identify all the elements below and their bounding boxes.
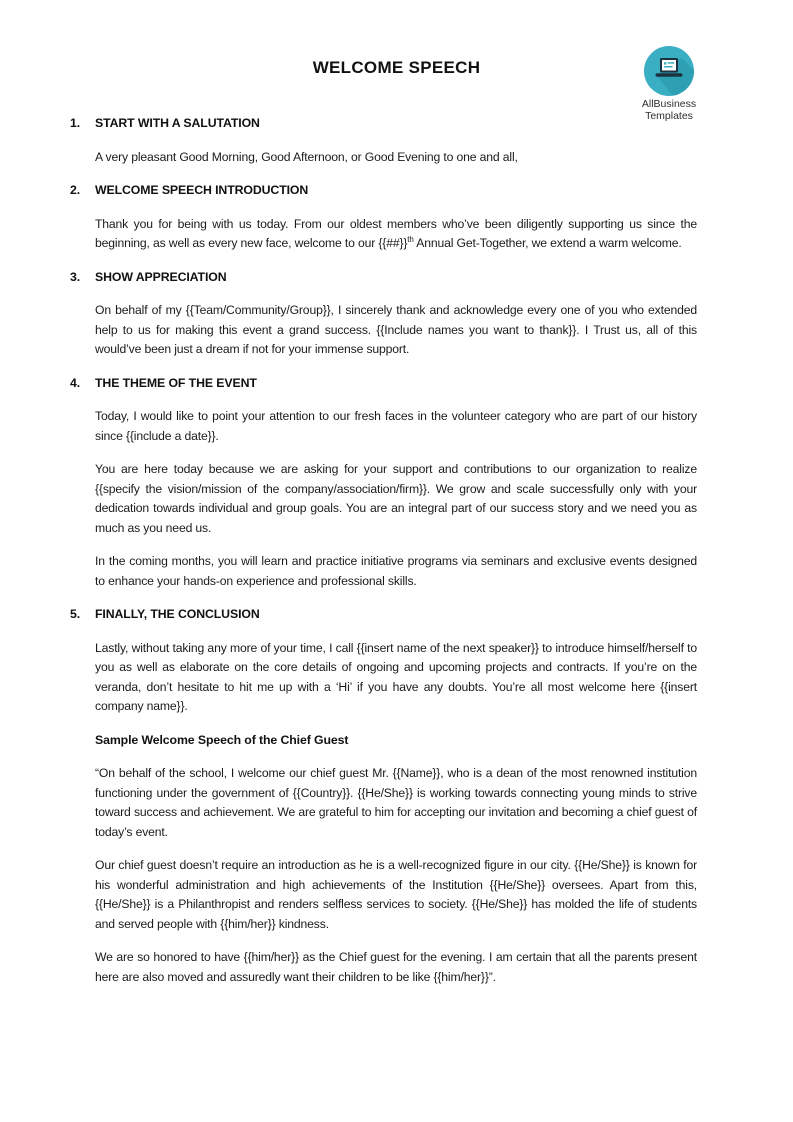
- brand-line-2: Templates: [645, 109, 693, 122]
- document-title: WELCOME SPEECH: [312, 58, 481, 77]
- section-1-heading: [70, 114, 697, 134]
- section-1-title: START WITH A SALUTATION: [95, 116, 260, 130]
- section-1-paragraph: A very pleasant Good Morning, Good Afternoon, or Good Evening to one and all,: [95, 149, 518, 164]
- section-5-paragraph-3: Our chief guest doesn’t require an introduction as he is a well-recognized figure in our city. {{He/She}} is known for his wonderful administration and high achievements of the Institution {{He/She}} oversees. Apart from this, {{He/She}} is a Philanthropist and renders selfless services to society. {{He/She}} has molded the life of students and served people with {{him/her}} kindness.: [95, 858, 697, 931]
- section-5-number: 5.: [70, 607, 81, 621]
- section-4-number: 4.: [70, 375, 81, 390]
- section-4-paragraph-1: Today, I would like to point your attention to our fresh faces in the volunteer category who are part of our history since {{include a date}}.: [95, 409, 697, 443]
- section-4-title: THE THEME OF THE EVENT: [95, 375, 257, 390]
- section-2-heading: [70, 181, 697, 201]
- allbusiness-logo: [631, 45, 707, 122]
- section-2-title: WELCOME SPEECH INTRODUCTION: [95, 183, 309, 197]
- document-body: [70, 114, 697, 1001]
- section-3-number: 3.: [70, 269, 81, 284]
- sample-speech-subheading: Sample Welcome Speech of the Chief Guest: [95, 732, 349, 747]
- section-2-paragraph-pre: Thank you for being with us today. From our oldest members who’ve been diligently supporting us since the beginning, as well as every new face, welcome to our {{##}}: [95, 216, 697, 250]
- brand-line-1: AllBusiness: [641, 98, 697, 110]
- section-5-paragraph-1: Lastly, without taking any more of your time, I call {{insert name of the next speaker}} to introduce himself/herself to you as well as elaborate on the core details of ongoing and upcoming projects and contracts. If you’re on the veranda, don’t hesitate to hit me up with a ‘Hi’ if you have any doubts. You’re all most welcome here {{insert company name}}.: [95, 640, 697, 713]
- section-2-paragraph: [95, 215, 697, 254]
- section-5-title: FINALLY, THE CONCLUSION: [95, 607, 260, 621]
- section-2-number: 2.: [70, 183, 81, 197]
- section-3-paragraph: On behalf of my {{Team/Community/Group}}, I sincerely thank and acknowledge every one of you who extended help to us for making this event a grand success. {{Include names you want to thank}}. I Trust us, all of this would’ve been just a dream if not for your immense support.: [95, 303, 697, 356]
- section-5-paragraph-2: “On behalf of the school, I welcome our chief guest Mr. {{Name}}, who is a dean of the most renowned institution functioning under the government of {{Country}}. {{He/She}} is working towards connecting young minds to strive toward success and achievement. We are grateful to him for accepting our invitation and becoming a chief guest of today’s event.: [95, 766, 697, 839]
- screen-line-2: [664, 66, 673, 68]
- section-4-heading: [70, 374, 697, 394]
- laptop-logo-icon: [643, 45, 695, 97]
- section-4-paragraph-2: You are here today because we are asking for your support and contributions to our organization to realize {{specify the vision/mission of the company/association/firm}}. We grow and scale successfully only with your dedication towards individual and group goals. You are an integral part of our success story and we need you as much as you need us.: [95, 462, 697, 535]
- section-5-heading: [70, 605, 697, 625]
- ordinal-superscript: th: [407, 234, 414, 244]
- laptop-base: [656, 73, 683, 77]
- laptop-screen: [662, 60, 676, 71]
- screen-bullet: [664, 62, 666, 64]
- section-2-paragraph-post: Annual Get-Together, we extend a warm welcome.: [413, 236, 682, 250]
- section-4-paragraph-3: In the coming months, you will learn and practice initiative programs via seminars and exclusive events designed to enhance your hands-on experience and professional skills.: [95, 554, 697, 588]
- section-3-title: SHOW APPRECIATION: [95, 269, 227, 284]
- section-1-number: 1.: [70, 116, 81, 130]
- section-5-paragraph-4: We are so honored to have {{him/her}} as the Chief guest for the evening. I am certain that all the parents present here are also moved and assuredly want their children to be like {{him/her}}”.: [95, 950, 697, 984]
- screen-line-1: [668, 62, 675, 64]
- section-3-heading: [70, 268, 697, 288]
